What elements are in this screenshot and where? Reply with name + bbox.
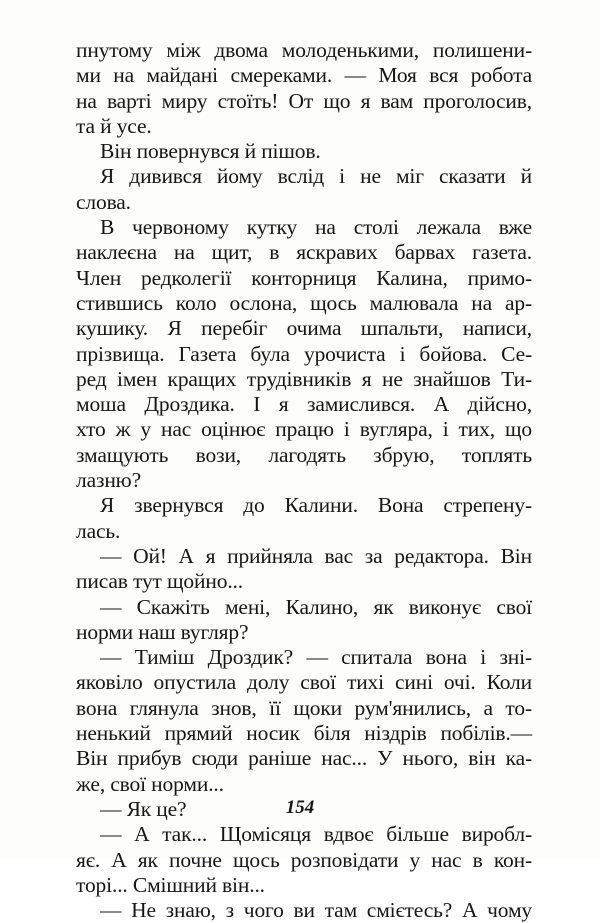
text-line: та й усе.	[76, 113, 152, 138]
text-line: же, свої норми...	[76, 771, 224, 796]
text-line: — Не знаю, з чого ви там смієтесь? А чому	[100, 898, 532, 923]
text-line: пнутому між двома молоденькими, полишени-	[76, 38, 532, 62]
text-line: змащують вози, лагодять збрую, топлять	[76, 442, 532, 467]
text-line: лазню?	[76, 468, 141, 493]
body-text	[76, 38, 532, 923]
text-line: торі... Смішний він...	[76, 872, 265, 897]
text-line: Він повернувся й пішов.	[100, 139, 321, 164]
text-line: — Скажіть мені, Калино, як виконує свої	[100, 594, 532, 619]
text-line: яє. А як почне щось розповідати у нас в кон-	[76, 847, 532, 872]
text-line: наклеєна на щит, в яскравих барвах газета.	[76, 240, 532, 265]
text-line: ред імен кращих трудівників я не знайшов Ти-	[76, 366, 532, 391]
text-line: кушику. Я перебіг очима шпальти, написи,	[76, 316, 532, 341]
text-line: Член редколегії конторниця Калина, примо-	[76, 265, 532, 290]
page-number: 154	[285, 797, 315, 818]
text-line: яковіло опустила долу свої тихі сині очі. Коли	[76, 670, 532, 695]
text-line: норми наш вугляр?	[76, 619, 249, 644]
text-line: слова.	[76, 189, 131, 214]
text-line: — Як це?	[100, 796, 187, 821]
text-line: моша Дроздика. І я замислився. А дійсно,	[76, 392, 532, 417]
text-line: В червоному кутку на столі лежала вже	[100, 215, 532, 240]
text-line: писав тут щойно...	[76, 569, 244, 594]
text-line: лась.	[76, 518, 121, 543]
text-line: на варті миру стоїть! От що я вам проголосив,	[76, 88, 532, 113]
text-line: — Тиміш Дроздик? — спитала вона і зні-	[100, 645, 532, 670]
text-line: — Ой! А я прийняла вас за редактора. Він	[100, 543, 532, 568]
text-line: хто ж у нас оцінює працю і вугляра, і тих, що	[76, 417, 532, 442]
text-line: вона глянула знов, її щоки рум'янились, а то-	[76, 695, 532, 720]
text-line: — А так... Щомісяця вдвоє більше виробл-	[100, 822, 532, 847]
text-line: Він прибув сюди раніше нас... У нього, він ка-	[76, 746, 532, 771]
text-line: ненький прямий носик біля ніздрів побілів.—	[76, 721, 532, 746]
text-line: Я дивився йому вслід і не міг сказати й	[100, 164, 532, 189]
text-line: прізвища. Газета була урочиста і бойова. Се-	[76, 341, 532, 366]
text-line: Я звернувся до Калини. Вона стрепену-	[100, 493, 532, 518]
text-line: ми на майдані смереками. — Моя вся робота	[76, 63, 532, 88]
text-line: стившись коло ослона, щось малювала на ар-	[76, 290, 532, 315]
